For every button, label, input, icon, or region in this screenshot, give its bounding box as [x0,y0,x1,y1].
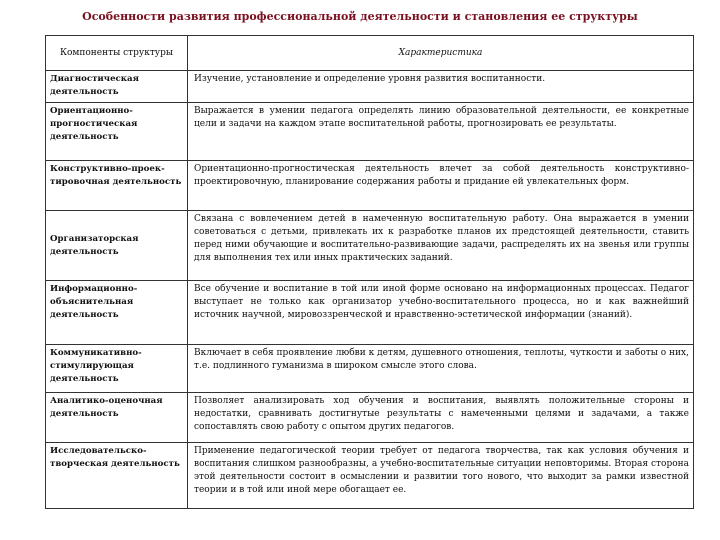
row-text: Выражается в умении педагога определять линию образовательной деятельности, ее конкретные цели и задачи на каждом этапе воспитательной работы, прогнозировать ее результаты. [188,103,694,161]
row-name: Ориентационно-прогностическая деятельность [46,103,188,161]
table-row [46,393,694,443]
row-text: Позволяет анализировать ход обучения и воспитания, выявлять положительные стороны и недостатки, сравнивать достигнутые результаты с намеченными целями и задачами, а также сопоставлять свою работу с опытом других педагогов. [188,393,694,443]
table-row [46,103,694,161]
row-name: Информационно-объяснительная деятельность [46,281,188,345]
row-text: Все обучение и воспитание в той или иной форме основано на информационных процессах. Педагог выступает не только как организатор учебно-воспитательного процесса, но и как важнейший источник научной, мировоззренческой и нравственно-эстетической информации (знаний). [188,281,694,345]
row-text: Изучение, установление и определение уровня развития воспитанности. [188,71,694,103]
row-text: Ориентационно-прогностическая деятельность влечет за собой деятельность конструктивно-проектировочную, планирование содержания работы и придание ей увлекательных форм. [188,161,694,211]
structure-table [45,35,694,509]
table-row [46,443,694,509]
row-name: Организаторская деятельность [46,211,188,281]
row-name: Аналитико-оценочная деятельность [46,393,188,443]
table-row [46,211,694,281]
row-name: Исследовательско-творческая деятельность [46,443,188,509]
row-text: Связана с вовлечением детей в намеченную воспитательную работу. Она выражается в умении советоваться с детьми, привлекать их к разработке планов их предстоящей деятельности, ставить перед ними обучающие и воспитательно-развивающие задачи, распределять их на звенья или группы для выполнения тех или иных практических заданий. [188,211,694,281]
row-text: Применение педагогической теории требует от педагога творчества, так как условия обучения и воспитания слишком разнообразны, а учебно-воспитательные ситуации неповторимы. Вторая сторона этой деятельности состоит в осмыслении и развитии того нового, что выходит за рамки известной теории и в той или иной мере обогащает ее. [188,443,694,509]
page-title: Особенности развития профессиональной деятельности и становления ее структуры [82,10,638,23]
header-components: Компоненты структуры [46,36,188,71]
table-row [46,281,694,345]
table-row [46,345,694,393]
table-row [46,71,694,103]
row-name: Диагностическая деятельность [46,71,188,103]
row-name: Коммуникативно-стимулирующая деятельность [46,345,188,393]
row-text: Включает в себя проявление любви к детям, душевного отношения, теплоты, чуткости и заботы о них, т.е. подлинного гуманизма в широком смысле этого слова. [188,345,694,393]
table-header-row [46,36,694,71]
row-name: Конструктивно-проек-тировочная деятельность [46,161,188,211]
table-row [46,161,694,211]
header-characteristic: Характеристика [188,36,694,71]
